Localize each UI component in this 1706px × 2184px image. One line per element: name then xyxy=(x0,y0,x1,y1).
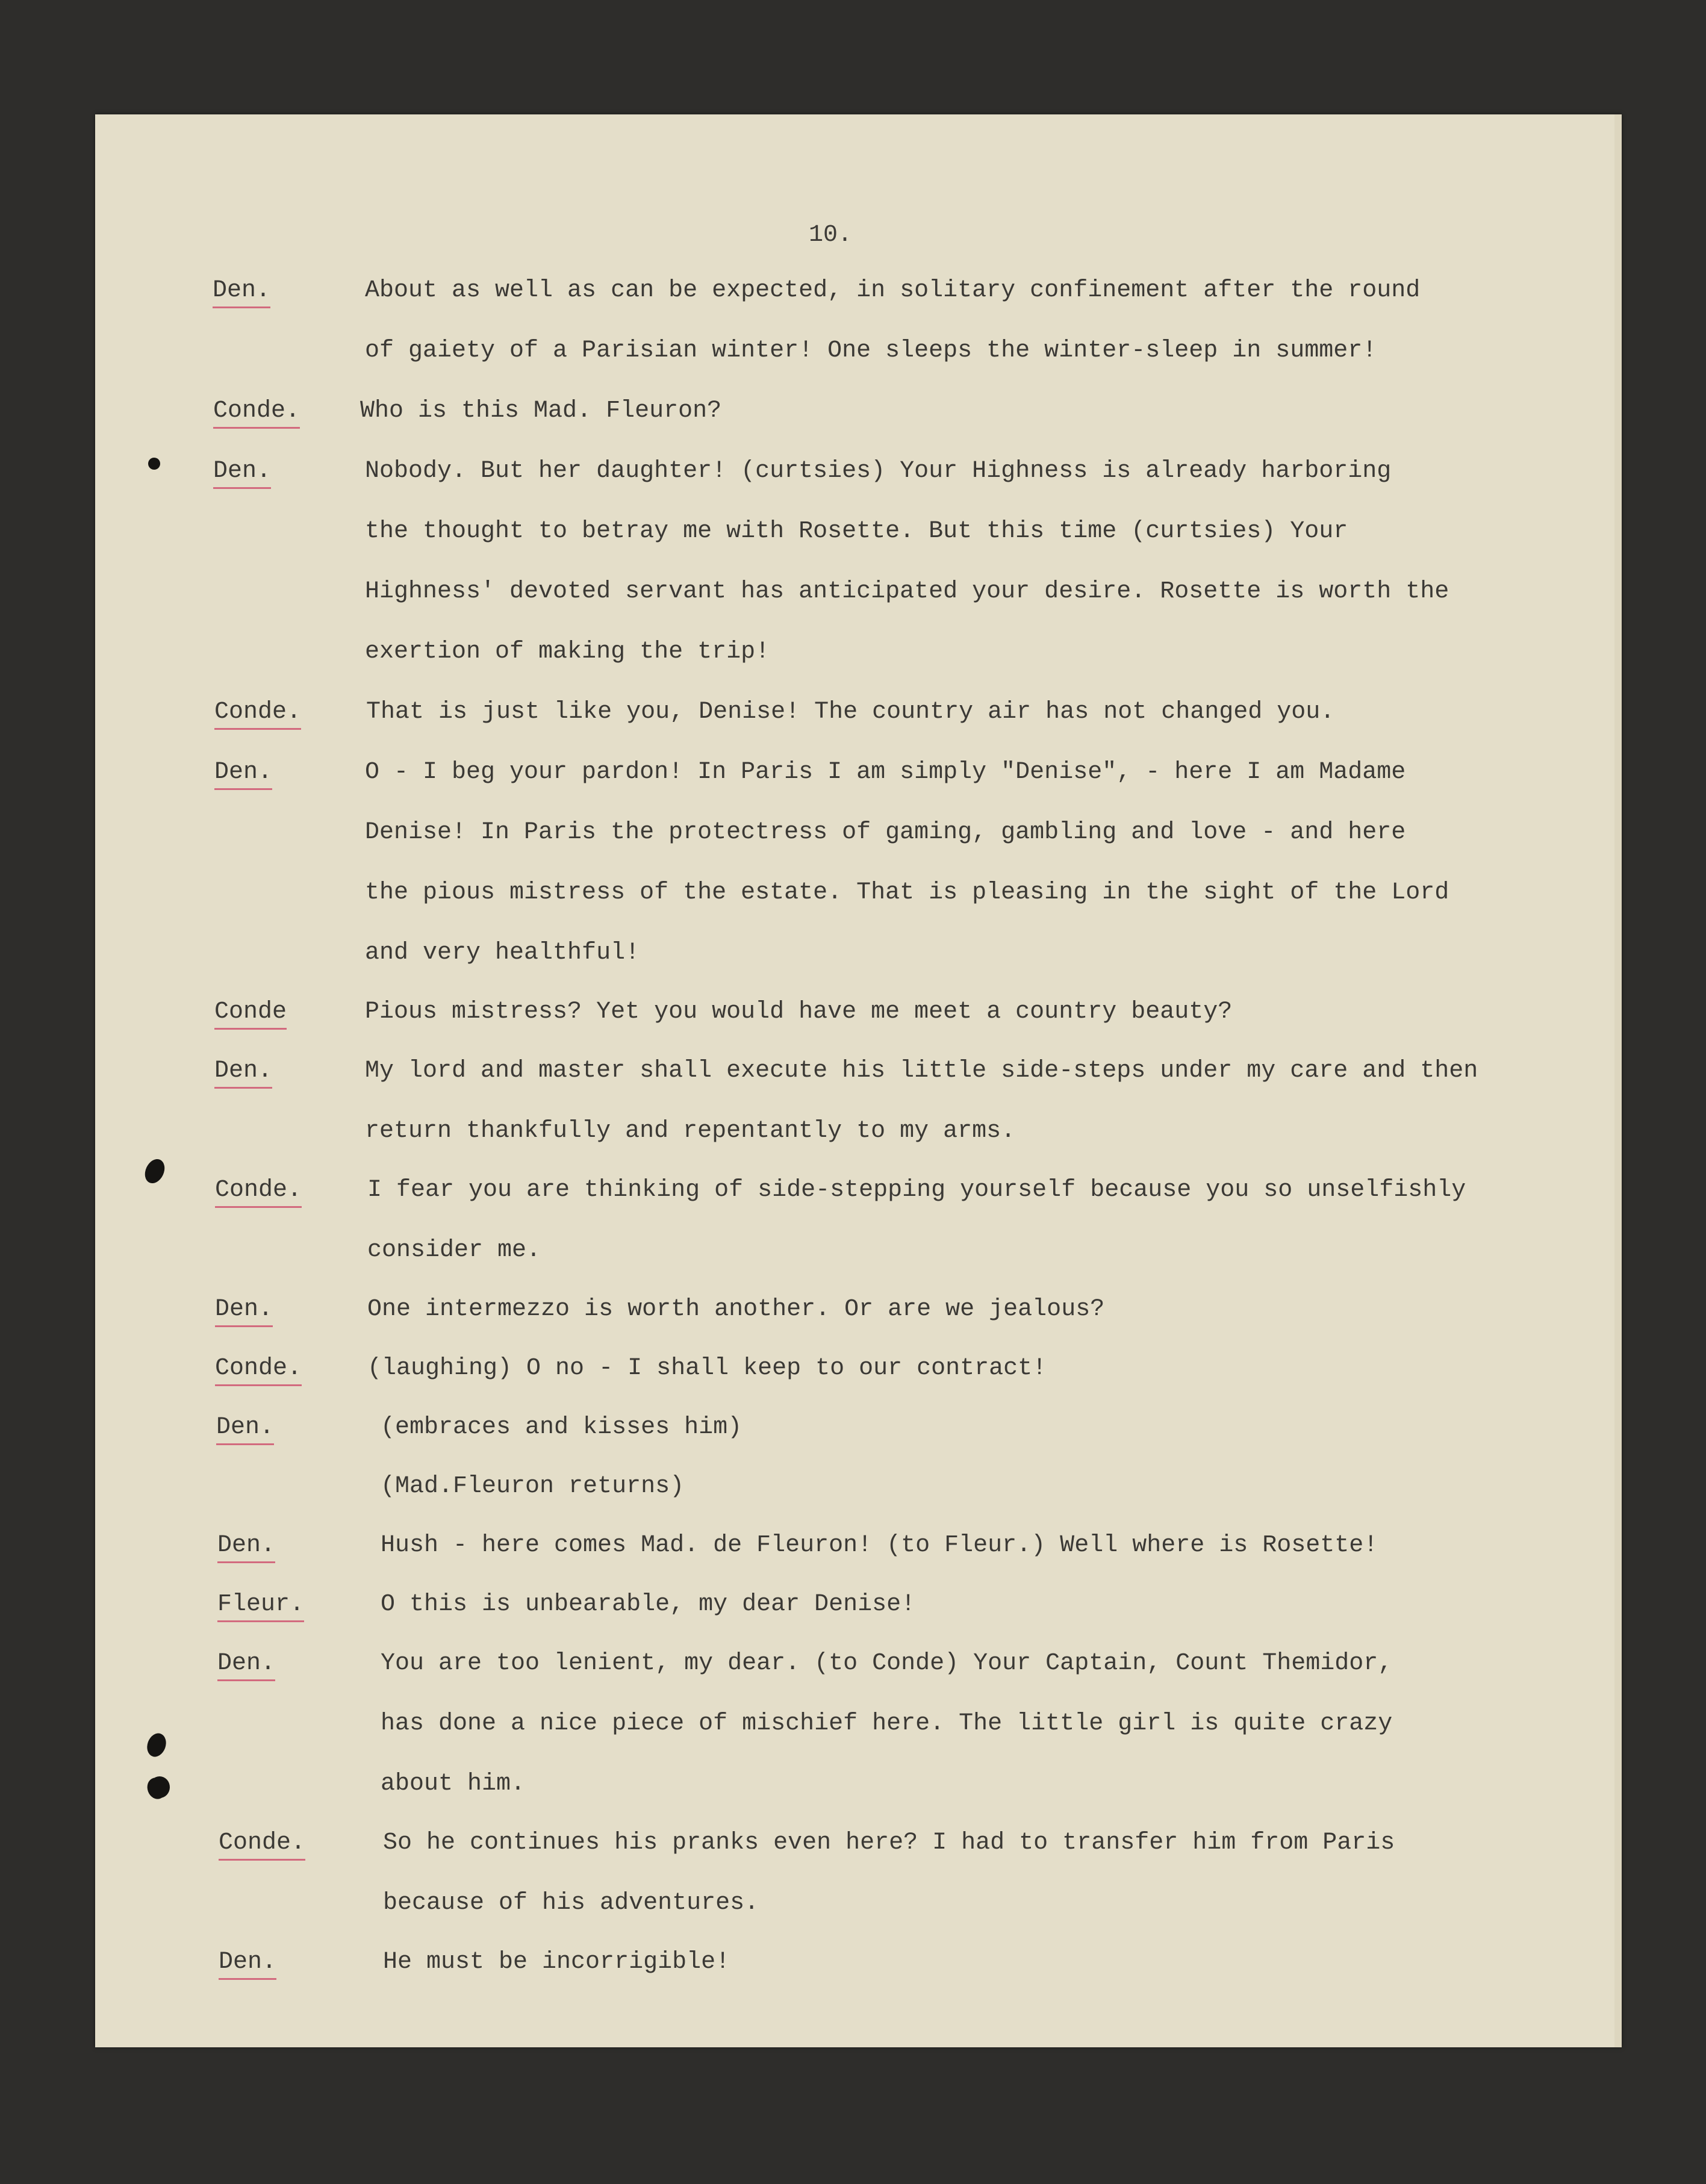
punch-hole-mark xyxy=(148,458,160,470)
dialogue-line: the pious mistress of the estate. That is pleasing in the sight of the Lord xyxy=(365,879,1449,906)
dialogue-line: the thought to betray me with Rosette. But this time (curtsies) Your xyxy=(365,518,1348,545)
page-number: 10. xyxy=(809,222,853,249)
speaker-name: Conde. xyxy=(219,1829,305,1861)
dialogue-line: (embraces and kisses him) xyxy=(381,1414,742,1441)
speaker-name: Den. xyxy=(217,1532,275,1563)
speaker-name: Conde. xyxy=(215,1177,302,1208)
dialogue-line: return thankfully and repentantly to my arms. xyxy=(365,1118,1016,1145)
speaker-name: Conde. xyxy=(214,698,301,730)
dialogue-line: My lord and master shall execute his little side-steps under my care and then xyxy=(365,1057,1478,1084)
dialogue-line: One intermezzo is worth another. Or are we jealous? xyxy=(367,1296,1105,1323)
dialogue-line: O - I beg your pardon! In Paris I am simply "Denise", - here I am Madame xyxy=(365,759,1406,786)
speaker-name: Den. xyxy=(217,1650,275,1681)
speaker-name: Fleur. xyxy=(217,1591,304,1622)
dialogue-line: (laughing) O no - I shall keep to our contract! xyxy=(367,1355,1047,1382)
dialogue-line: You are too lenient, my dear. (to Conde) Your Captain, Count Themidor, xyxy=(381,1650,1393,1677)
dialogue-line: Pious mistress? Yet you would have me meet a country beauty? xyxy=(365,998,1233,1025)
typescript-page xyxy=(95,114,1622,2047)
dialogue-line: Denise! In Paris the protectress of gaming, gambling and love - and here xyxy=(365,819,1406,846)
speaker-name: Den. xyxy=(214,1057,272,1089)
dialogue-line: O this is unbearable, my dear Denise! xyxy=(381,1591,916,1618)
dialogue-line: consider me. xyxy=(367,1237,541,1264)
speaker-name: Den. xyxy=(219,1949,276,1980)
dialogue-line: (Mad.Fleuron returns) xyxy=(381,1473,685,1500)
speaker-name: Den. xyxy=(215,1296,273,1327)
dialogue-line: Hush - here comes Mad. de Fleuron! (to Fleur.) Well where is Rosette! xyxy=(381,1532,1378,1559)
dialogue-line: I fear you are thinking of side-stepping yourself because you so unselfishly xyxy=(367,1177,1466,1204)
dialogue-line: and very healthful! xyxy=(365,939,640,966)
speaker-name: Conde. xyxy=(213,397,300,429)
speaker-name: Den. xyxy=(216,1414,274,1445)
dialogue-line: About as well as can be expected, in solitary confinement after the round xyxy=(365,277,1421,304)
speaker-name: Den. xyxy=(214,759,272,790)
speaker-name: Den. xyxy=(213,277,270,308)
speaker-name: Den. xyxy=(213,458,271,489)
dialogue-line: Highness' devoted servant has anticipated your desire. Rosette is worth the xyxy=(365,578,1449,605)
dialogue-line: of gaiety of a Parisian winter! One sleeps the winter-sleep in summer! xyxy=(365,337,1377,364)
dialogue-line: because of his adventures. xyxy=(383,1890,759,1917)
dialogue-line: about him. xyxy=(381,1770,526,1797)
dialogue-line: has done a nice piece of mischief here. The little girl is quite crazy xyxy=(381,1710,1393,1737)
dialogue-line: That is just like you, Denise! The country air has not changed you. xyxy=(366,698,1335,726)
speaker-name: Conde. xyxy=(215,1355,302,1386)
dialogue-line: exertion of making the trip! xyxy=(365,638,770,665)
dialogue-line: Who is this Mad. Fleuron? xyxy=(360,397,722,425)
dialogue-line: He must be incorrigible! xyxy=(383,1949,730,1976)
dialogue-line: Nobody. But her daughter! (curtsies) Your Highness is already harboring xyxy=(365,458,1392,485)
speaker-name: Conde xyxy=(214,998,287,1030)
dialogue-line: So he continues his pranks even here? I had to transfer him from Paris xyxy=(383,1829,1395,1856)
